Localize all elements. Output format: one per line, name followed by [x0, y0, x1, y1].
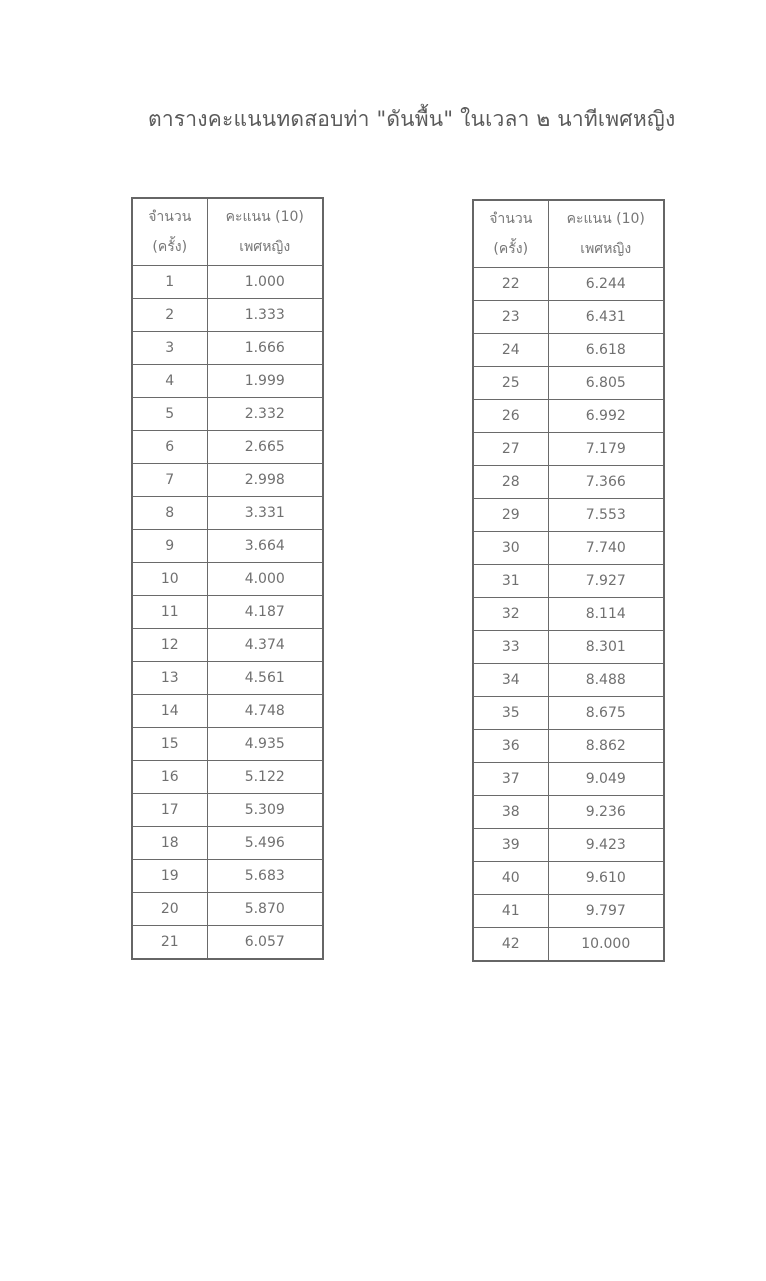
table-row: [473, 268, 664, 301]
table-row: [132, 332, 323, 365]
count-cell: 20: [132, 893, 207, 926]
score-cell: 1.666: [207, 332, 323, 365]
score-cell: 1.999: [207, 365, 323, 398]
count-cell: 14: [132, 695, 207, 728]
table-row: [473, 697, 664, 730]
score-cell: 8.114: [548, 598, 664, 631]
count-cell: 27: [473, 433, 548, 466]
count-cell: 40: [473, 862, 548, 895]
score-cell: 9.610: [548, 862, 664, 895]
count-column-header: [473, 200, 548, 268]
table-header-row: [132, 198, 323, 266]
table-body: [473, 268, 664, 962]
table-row: [132, 926, 323, 960]
count-cell: 16: [132, 761, 207, 794]
count-cell: 3: [132, 332, 207, 365]
table-row: [132, 893, 323, 926]
table-row: [473, 400, 664, 433]
score-cell: 2.332: [207, 398, 323, 431]
count-cell: 19: [132, 860, 207, 893]
table-row: [473, 730, 664, 763]
score-cell: 5.683: [207, 860, 323, 893]
score-header-line1: คะแนน (10): [566, 211, 645, 227]
score-column-header: [207, 198, 323, 266]
count-cell: 5: [132, 398, 207, 431]
score-cell: 10.000: [548, 928, 664, 962]
count-header-line2: (ครั้ง): [493, 241, 529, 257]
score-header-line2: เพศหญิง: [580, 241, 632, 257]
score-cell: 8.862: [548, 730, 664, 763]
table-row: [473, 301, 664, 334]
table-row: [473, 895, 664, 928]
table-row: [473, 565, 664, 598]
table-row: [132, 431, 323, 464]
score-cell: 1.333: [207, 299, 323, 332]
score-cell: 6.431: [548, 301, 664, 334]
table-row: [132, 497, 323, 530]
score-header-line1: คะแนน (10): [225, 209, 304, 225]
table-row: [132, 266, 323, 299]
page-title: ตารางคะแนนทดสอบท่า "ดันพื้น" ในเวลา ๒ นาทีเพศหญิง: [148, 107, 676, 131]
score-cell: 4.935: [207, 728, 323, 761]
score-cell: 6.057: [207, 926, 323, 960]
count-cell: 10: [132, 563, 207, 596]
count-column-header: [132, 198, 207, 266]
count-cell: 21: [132, 926, 207, 960]
score-cell: 4.748: [207, 695, 323, 728]
score-cell: 1.000: [207, 266, 323, 299]
score-cell: 7.927: [548, 565, 664, 598]
count-cell: 22: [473, 268, 548, 301]
count-cell: 1: [132, 266, 207, 299]
score-cell: 5.309: [207, 794, 323, 827]
count-cell: 39: [473, 829, 548, 862]
count-cell: 26: [473, 400, 548, 433]
table-row: [473, 631, 664, 664]
count-cell: 6: [132, 431, 207, 464]
table-row: [132, 794, 323, 827]
count-cell: 32: [473, 598, 548, 631]
table-row: [473, 763, 664, 796]
table-row: [473, 862, 664, 895]
table-row: [473, 334, 664, 367]
count-cell: 38: [473, 796, 548, 829]
table-row: [132, 530, 323, 563]
count-cell: 23: [473, 301, 548, 334]
count-cell: 12: [132, 629, 207, 662]
score-cell: 4.374: [207, 629, 323, 662]
score-cell: 7.553: [548, 499, 664, 532]
score-cell: 8.675: [548, 697, 664, 730]
score-cell: 6.992: [548, 400, 664, 433]
count-cell: 15: [132, 728, 207, 761]
count-cell: 18: [132, 827, 207, 860]
score-cell: 4.561: [207, 662, 323, 695]
table-row: [473, 928, 664, 962]
score-header-line2: เพศหญิง: [239, 239, 291, 255]
score-cell: 8.301: [548, 631, 664, 664]
table-row: [473, 466, 664, 499]
score-cell: 7.740: [548, 532, 664, 565]
table-row: [473, 433, 664, 466]
count-cell: 17: [132, 794, 207, 827]
score-cell: 9.236: [548, 796, 664, 829]
score-cell: 9.797: [548, 895, 664, 928]
table-row: [473, 664, 664, 697]
score-cell: 4.187: [207, 596, 323, 629]
count-cell: 30: [473, 532, 548, 565]
score-column-header: [548, 200, 664, 268]
table-row: [132, 365, 323, 398]
count-cell: 13: [132, 662, 207, 695]
count-cell: 7: [132, 464, 207, 497]
count-cell: 9: [132, 530, 207, 563]
count-header-line1: จำนวน: [489, 211, 533, 227]
score-cell: 6.805: [548, 367, 664, 400]
count-cell: 4: [132, 365, 207, 398]
count-cell: 31: [473, 565, 548, 598]
count-cell: 28: [473, 466, 548, 499]
table-row: [132, 827, 323, 860]
count-cell: 24: [473, 334, 548, 367]
score-cell: 3.664: [207, 530, 323, 563]
table-row: [473, 367, 664, 400]
count-cell: 41: [473, 895, 548, 928]
score-cell: 5.496: [207, 827, 323, 860]
count-cell: 35: [473, 697, 548, 730]
score-table-right: [472, 199, 665, 962]
count-cell: 36: [473, 730, 548, 763]
score-cell: 6.618: [548, 334, 664, 367]
score-cell: 6.244: [548, 268, 664, 301]
score-cell: 2.665: [207, 431, 323, 464]
table-row: [132, 761, 323, 794]
table-row: [132, 728, 323, 761]
count-cell: 37: [473, 763, 548, 796]
count-cell: 33: [473, 631, 548, 664]
table-row: [132, 629, 323, 662]
count-cell: 42: [473, 928, 548, 962]
table-row: [473, 499, 664, 532]
count-cell: 2: [132, 299, 207, 332]
table-row: [132, 596, 323, 629]
score-cell: 5.122: [207, 761, 323, 794]
score-cell: 8.488: [548, 664, 664, 697]
table-row: [132, 860, 323, 893]
table-row: [132, 464, 323, 497]
table-body: [132, 266, 323, 960]
count-header-line2: (ครั้ง): [152, 239, 188, 255]
table-row: [132, 563, 323, 596]
table-row: [132, 695, 323, 728]
table-row: [132, 299, 323, 332]
table-row: [473, 598, 664, 631]
table-row: [473, 796, 664, 829]
table-header-row: [473, 200, 664, 268]
score-cell: 5.870: [207, 893, 323, 926]
count-cell: 29: [473, 499, 548, 532]
count-cell: 25: [473, 367, 548, 400]
count-cell: 34: [473, 664, 548, 697]
score-cell: 9.423: [548, 829, 664, 862]
score-cell: 9.049: [548, 763, 664, 796]
score-cell: 7.179: [548, 433, 664, 466]
count-header-line1: จำนวน: [148, 209, 192, 225]
score-cell: 7.366: [548, 466, 664, 499]
score-cell: 4.000: [207, 563, 323, 596]
table-row: [132, 662, 323, 695]
count-cell: 11: [132, 596, 207, 629]
table-row: [473, 532, 664, 565]
table-row: [132, 398, 323, 431]
score-cell: 3.331: [207, 497, 323, 530]
count-cell: 8: [132, 497, 207, 530]
score-table-left: [131, 197, 324, 960]
score-cell: 2.998: [207, 464, 323, 497]
table-row: [473, 829, 664, 862]
